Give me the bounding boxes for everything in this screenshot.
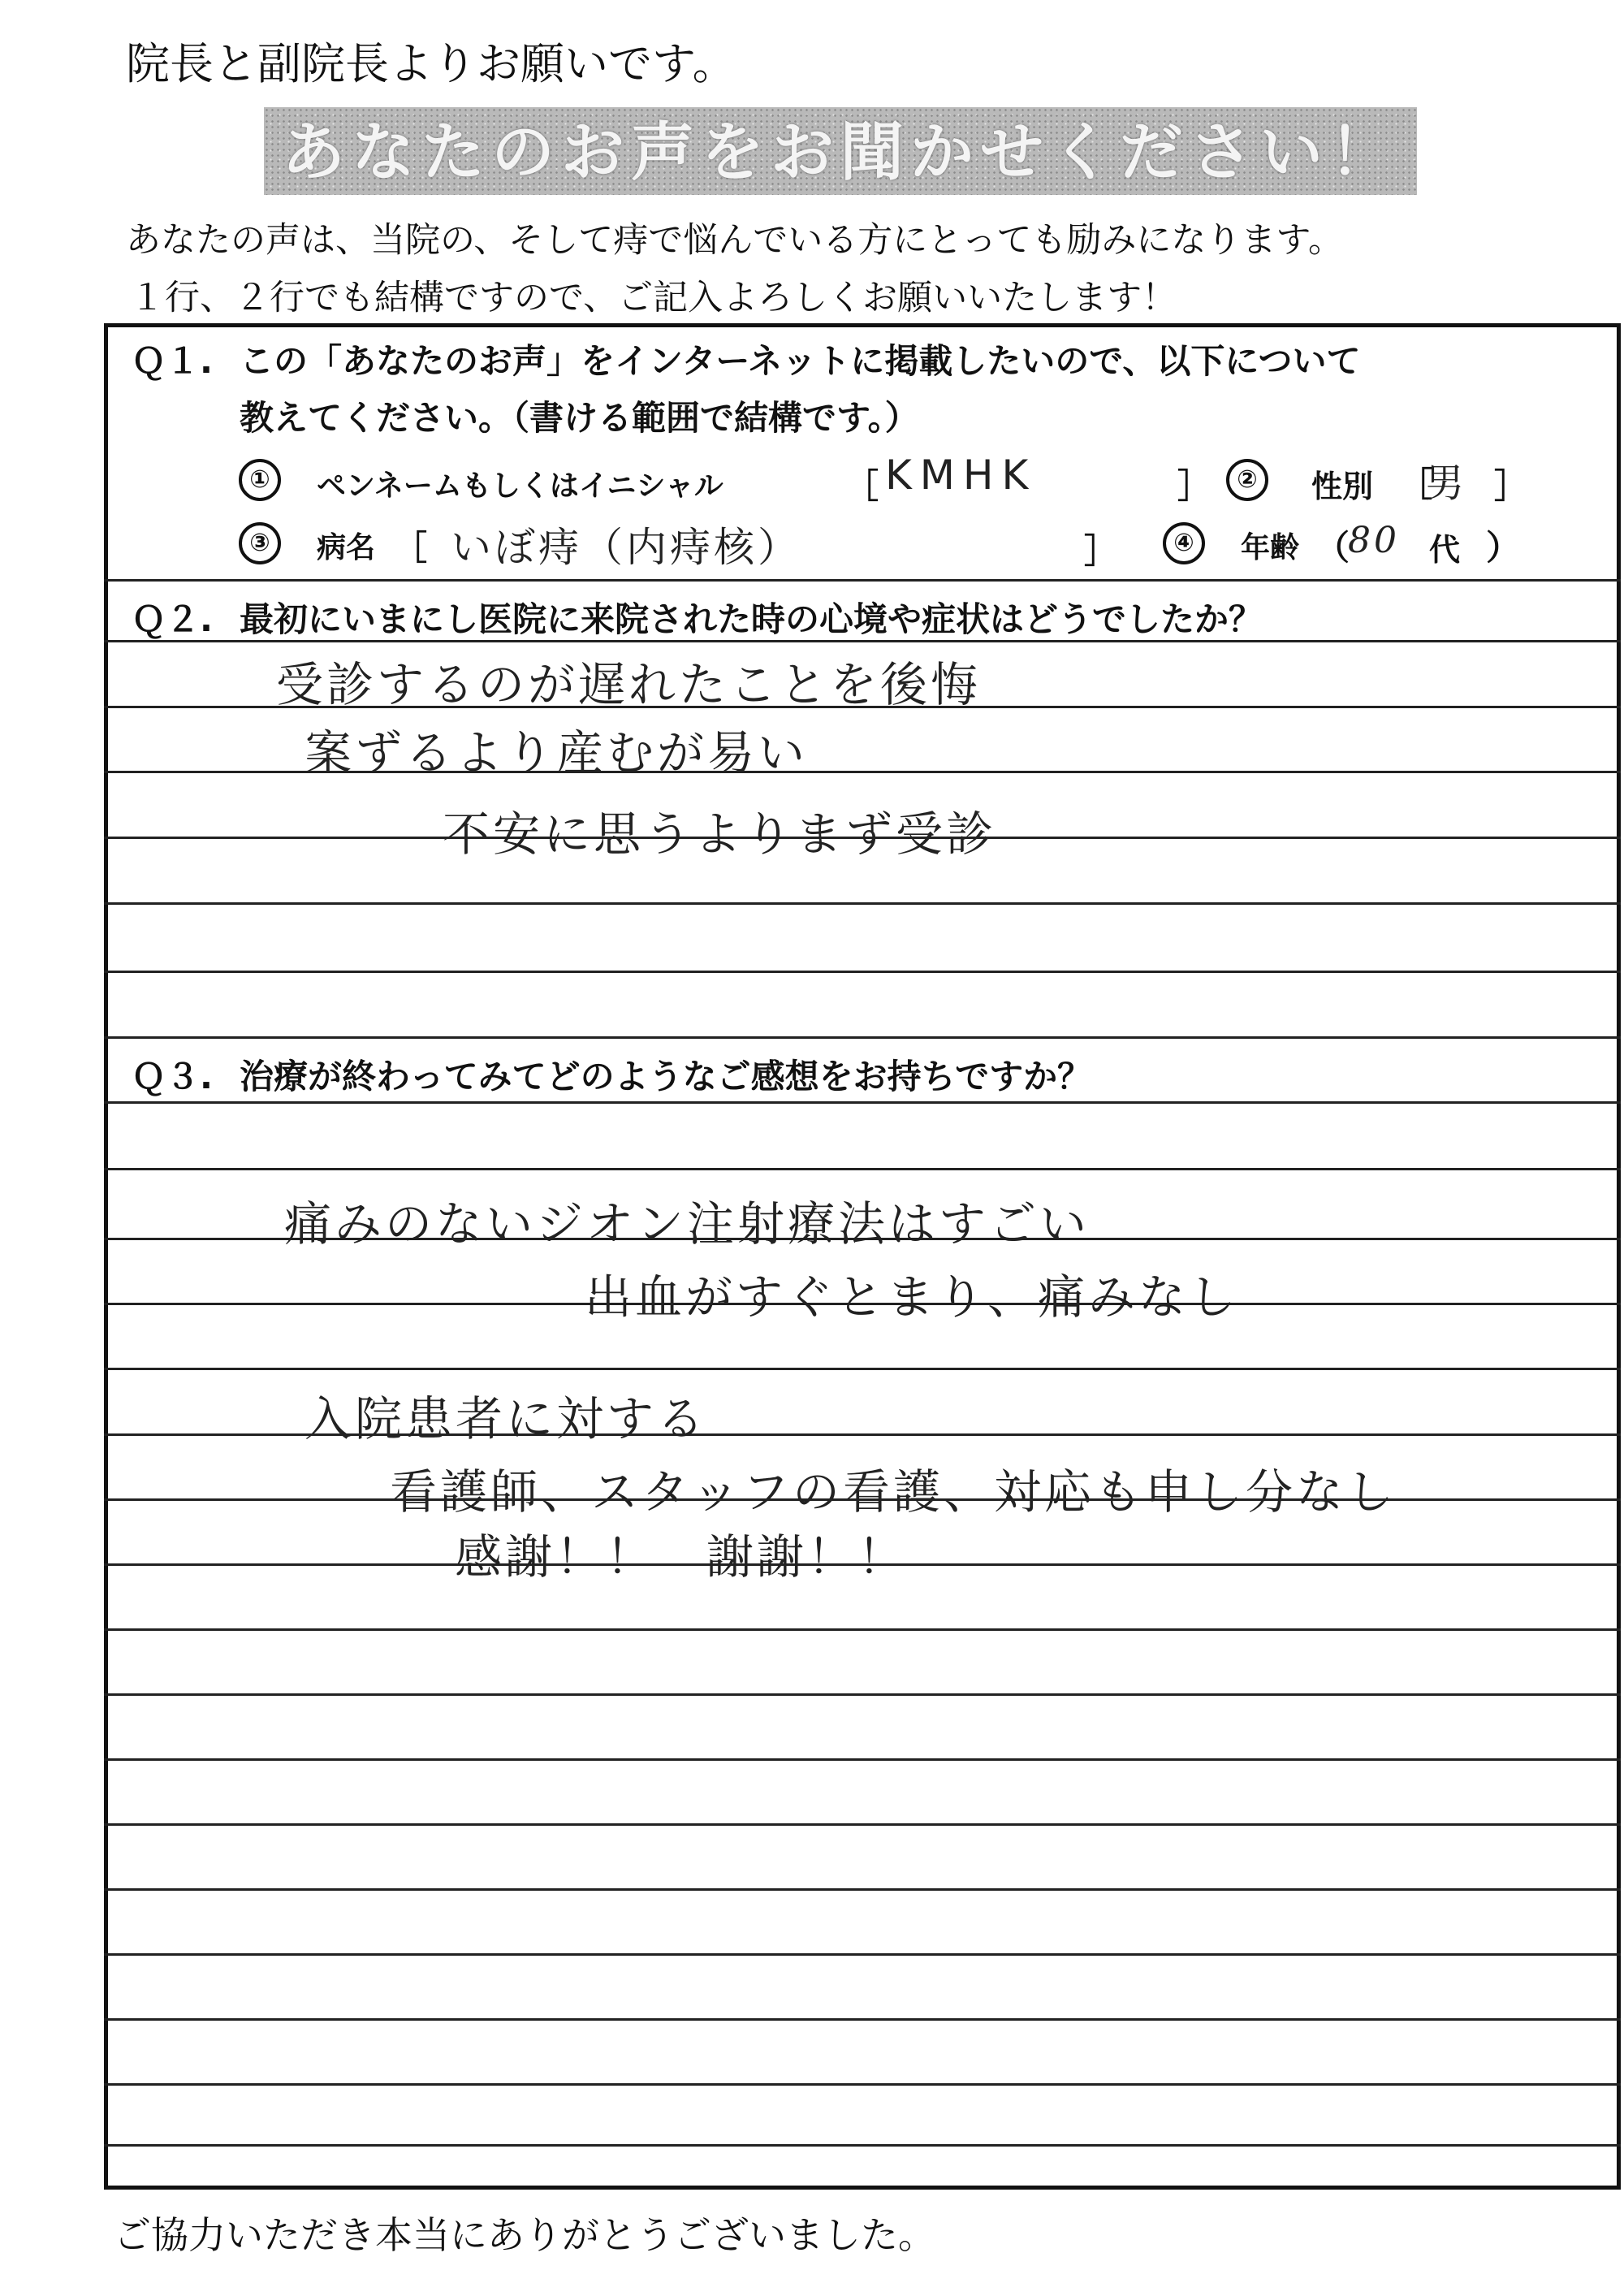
field-number-3: ③ xyxy=(239,522,281,564)
ruled-line xyxy=(104,1368,1621,1370)
q2-answer-line: 案ずるより産むが易い xyxy=(304,725,809,780)
field-number-1: ① xyxy=(239,459,281,501)
age-value: 80 xyxy=(1348,520,1400,561)
q3-answer-line: 入院患者に対する xyxy=(304,1391,708,1446)
age-unit: 代 xyxy=(1429,532,1461,568)
section-divider xyxy=(104,1036,1621,1039)
banner-title: あなたのお声をお聞かせください！ xyxy=(281,116,1399,189)
field-number-2: ② xyxy=(1226,459,1268,501)
intro-line-1: あなたの声は、当院の、そして痔で悩んでいる方にとっても励みになります。 xyxy=(126,220,1343,261)
bracket-close: ］ xyxy=(1494,466,1529,506)
q2-answer-line: 受診するのが遅れたことを後悔 xyxy=(276,657,982,712)
bracket-close: ］ xyxy=(1084,531,1119,571)
diagnosis-value: いぼ痔（内痔核） xyxy=(451,524,801,571)
ruled-line xyxy=(104,1168,1621,1170)
q1-label: Ｑ１. xyxy=(132,341,213,381)
diagnosis-label: 病名 xyxy=(317,531,376,564)
ruled-line xyxy=(104,1758,1621,1761)
ruled-line xyxy=(104,2018,1621,2021)
q3-answer-line: 痛みのないジオン注射療法はすごい xyxy=(284,1196,1091,1252)
intro-line-2: １行、２行でも結構ですので、ご記入よろしくお願いいたします！ xyxy=(130,278,1177,318)
bracket-open: ［ xyxy=(393,528,428,568)
q1-question-line-1: この「あなたのお声」をインターネットに掲載したいので、以下について xyxy=(240,341,1361,381)
paren-open: （ xyxy=(1315,528,1350,568)
greeting-heading: 院長と副院長よりお願いです。 xyxy=(126,38,736,89)
ruled-line xyxy=(104,2083,1621,2086)
q2-answer-line: 不安に思うよりまず受診 xyxy=(443,806,997,862)
ruled-line xyxy=(104,2144,1621,2147)
ruled-line xyxy=(104,1888,1621,1891)
ruled-line xyxy=(104,1101,1621,1104)
q3-question: 治療が終わってみてどのようなご感想をお持ちですか？ xyxy=(240,1057,1092,1096)
q3-answer-line: 感謝！！ 謝謝！！ xyxy=(455,1529,909,1585)
q2-question: 最初にいまにし医院に来院された時の心境や症状はどうでしたか？ xyxy=(240,599,1263,639)
q3-label: Ｑ３. xyxy=(132,1057,213,1096)
gender-value: 男 xyxy=(1425,460,1468,506)
ruled-line xyxy=(104,1693,1621,1696)
q1-question-line-2: 教えてください。（書ける範囲で結構です。） xyxy=(240,398,919,438)
closing-message: ご協力いただき本当にありがとうございました。 xyxy=(114,2213,935,2257)
bracket-open: ［ xyxy=(1398,465,1433,504)
bracket-close: ］ xyxy=(1177,466,1212,506)
q2-label: Ｑ２. xyxy=(132,599,213,639)
pen-name-label: ペンネームもしくはイニシャル xyxy=(317,469,723,503)
q3-answer-line: 出血がすぐとまり、痛みなし xyxy=(585,1269,1240,1325)
gender-label: 性別 xyxy=(1311,469,1374,504)
paren-close: ） xyxy=(1486,528,1521,568)
section-divider xyxy=(104,579,1621,582)
ruled-line xyxy=(104,902,1621,905)
field-number-4: ④ xyxy=(1163,522,1205,564)
ruled-line xyxy=(104,1628,1621,1631)
age-label: 年齢 xyxy=(1241,531,1300,564)
q3-answer-line: 看護師、スタッフの看護、対応も申し分なし xyxy=(390,1464,1397,1520)
ruled-line xyxy=(104,1823,1621,1826)
ruled-line xyxy=(104,971,1621,973)
pen-name-value: KMHK xyxy=(885,452,1037,499)
ruled-line xyxy=(104,1953,1621,1956)
bracket-open: ［ xyxy=(844,466,879,506)
